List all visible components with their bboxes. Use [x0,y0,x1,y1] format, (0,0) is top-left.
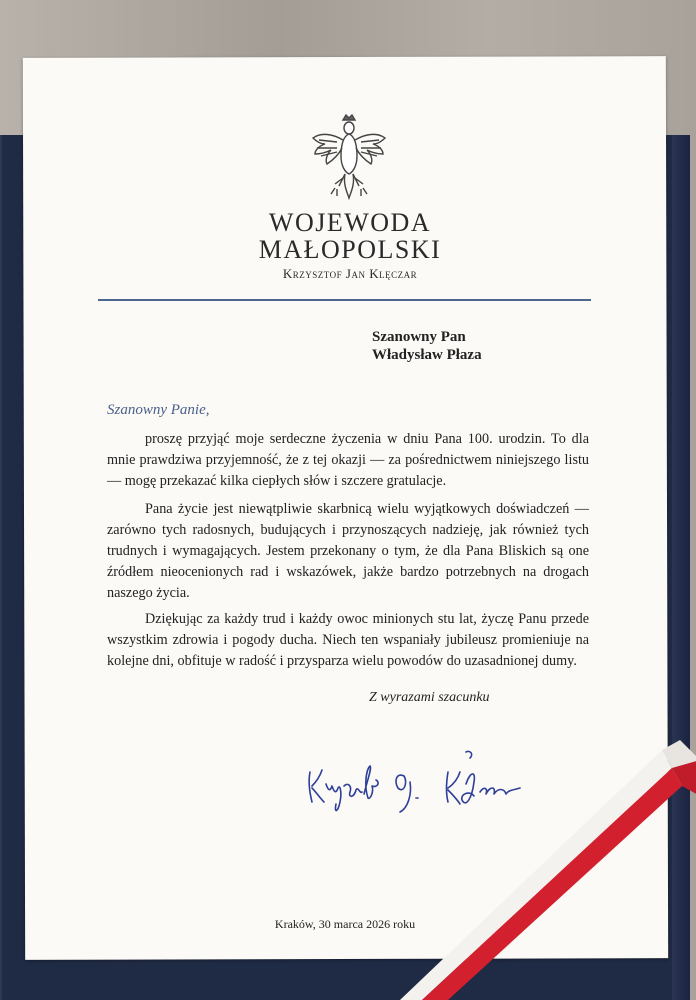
body-paragraph-1: proszę przyjąć moje serdeczne życzenia w dniu Pana 100. urodzin. To dla mnie prawdziwa przyjemność, że z tej okazji — za pośrednictwem niniejszego listu — mogę przekazać kilka ciepłych słów i szczere gratulacje. [107,431,589,489]
recipient-line1: Szanowny Pan [372,329,466,345]
polish-eagle-emblem-icon [307,112,391,202]
body-paragraph-3: Dziękując za każdy trud i każdy owoc minionych stu lat, życzę Panu przede wszystkim zdrowia i pogody ducha. Niech ten wspaniały jubileusz promieniuje na kolejne dni, obfituje w radość i przysparza wielu powodów do uzasadnionej dumy. [107,611,589,669]
recipient-line2: Władysław Płaza [372,347,482,363]
official-name: Krzysztof Jan Klęczar [282,266,418,281]
place-and-date: Kraków, 30 marca 2026 roku [274,917,416,931]
header-divider [98,299,591,301]
salutation: Szanowny Panie, [107,402,210,418]
body-paragraph-2: Pana życie jest niewątpliwie skarbnicą wielu wyjątkowych doświadczeń — zarówno tych radosnych, budujących i przynoszących nadzieję, jak również tych trudnych i wymagających. Jestem przekonany o tym, że dla Pana Bliskich są one źródłem nieocenionych rad i wskazówek, jakże bardzo potrzebnych na drogach naszego życia. [107,501,589,601]
office-title-line2: MAŁOPOLSKI [258,235,442,264]
closing-phrase: Z wyrazami szacunku [369,690,490,705]
office-title-line1: WOJEWODA [268,208,432,237]
white-red-ribbon [400,740,696,1000]
